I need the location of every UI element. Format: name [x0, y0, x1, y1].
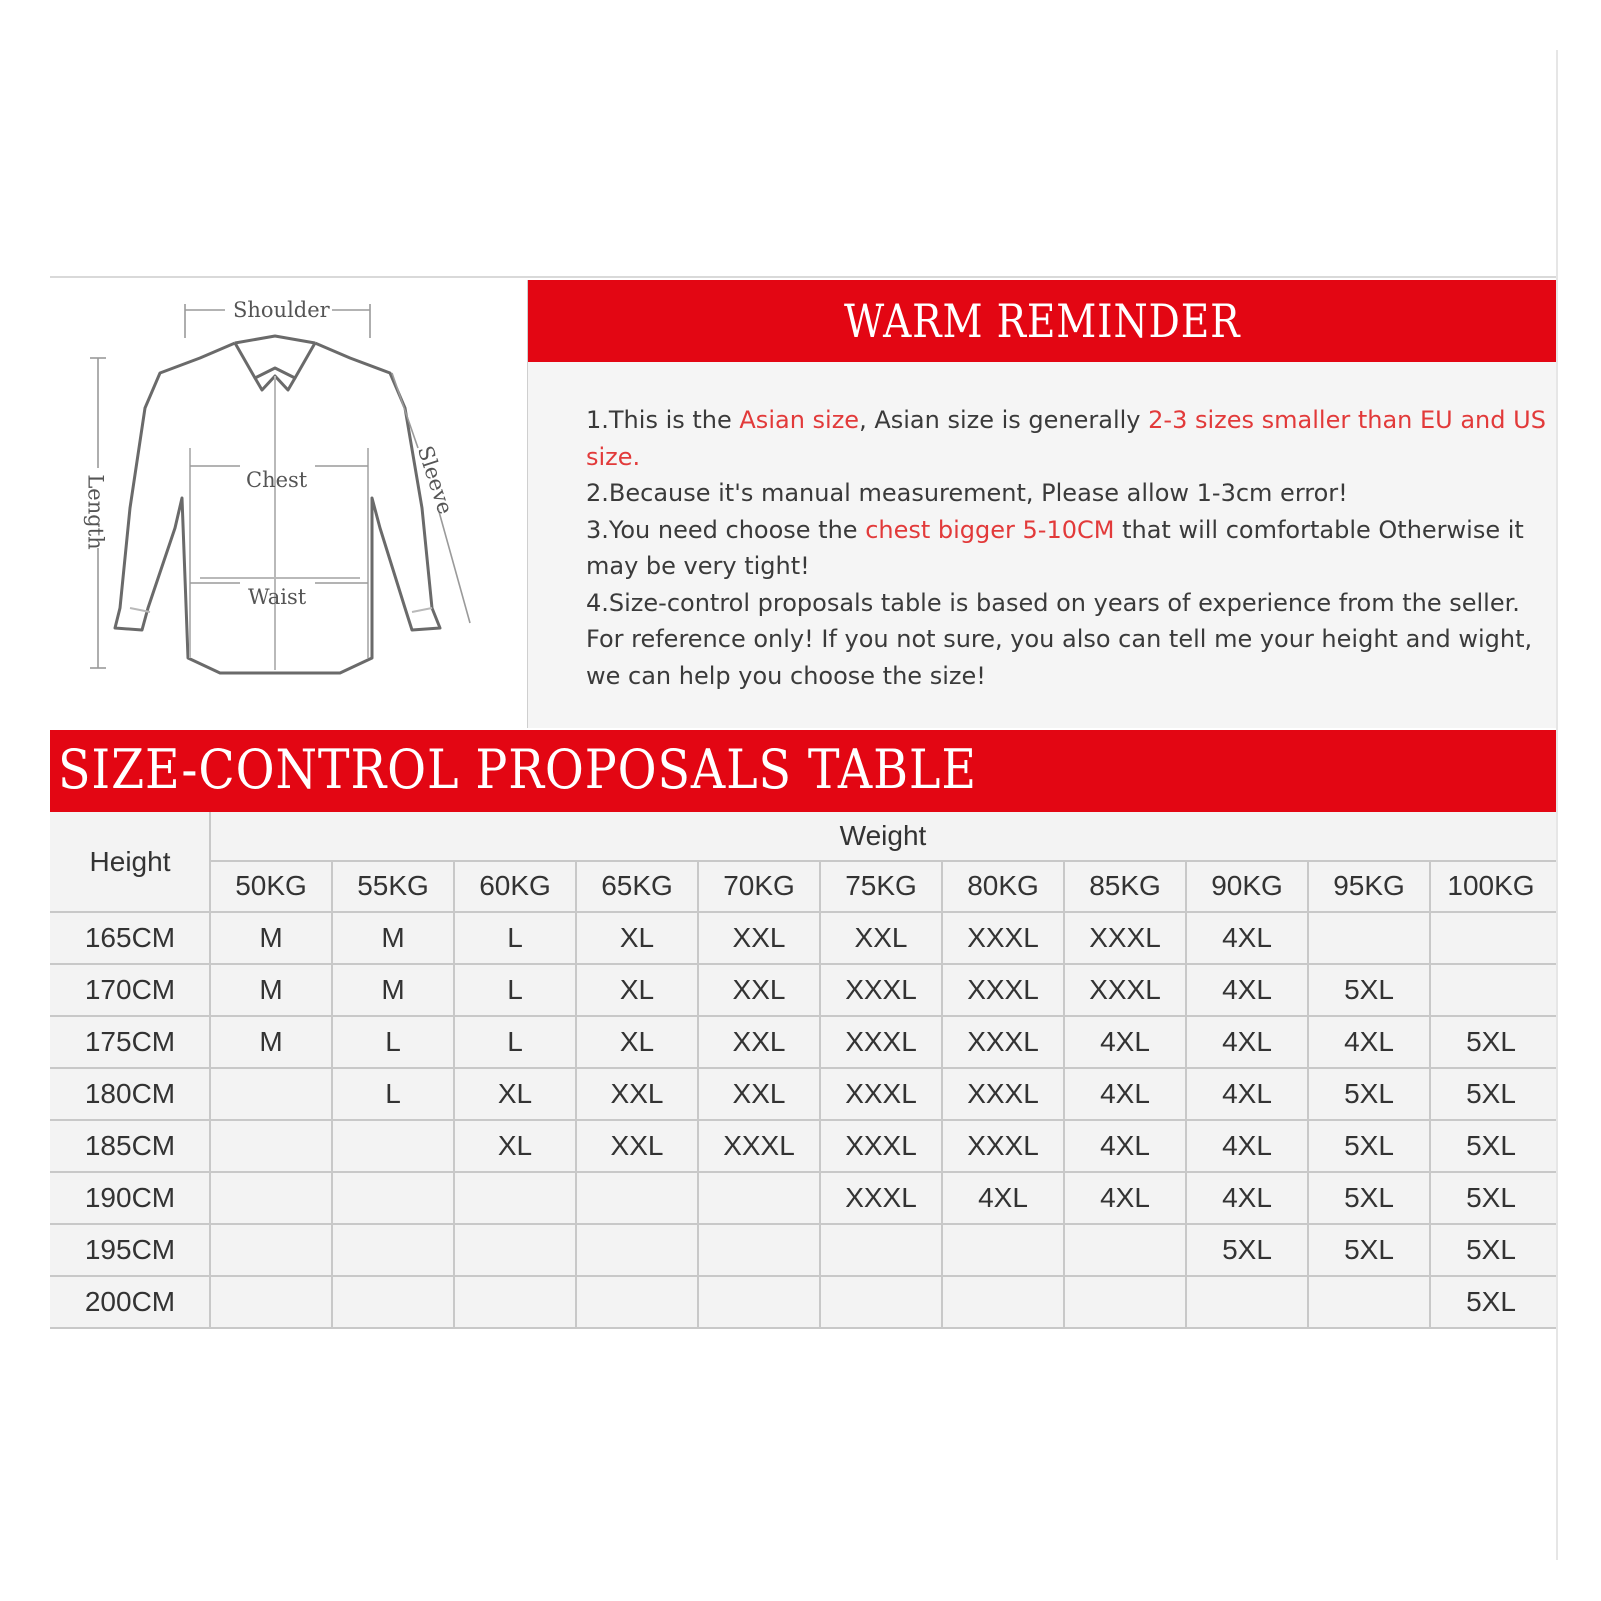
size-cell: XXXL: [967, 1078, 1039, 1109]
reminder-line-1-mid: , Asian size is generally: [859, 406, 1149, 434]
weight-column-header: 80KG: [967, 870, 1039, 901]
size-cell: 5XL: [1466, 1130, 1516, 1161]
size-cell: L: [385, 1026, 401, 1057]
size-cell: [1430, 964, 1552, 1016]
weight-column-header: 95KG: [1333, 870, 1405, 901]
size-cell: XXXL: [967, 1130, 1039, 1161]
size-cell: 5XL: [1466, 1234, 1516, 1265]
size-cell: XL: [497, 1078, 533, 1109]
size-cell: [1308, 912, 1430, 964]
size-cell: [1308, 1276, 1430, 1328]
size-cell: 4XL: [1344, 1026, 1394, 1057]
size-cell: [576, 1224, 698, 1276]
size-cell: 4XL: [1100, 1182, 1150, 1213]
size-cell: [454, 1172, 576, 1224]
size-cell: XXXL: [845, 974, 917, 1005]
size-cell: 5XL: [1344, 974, 1394, 1005]
reminder-line-3: [586, 512, 1546, 585]
size-cell: XXL: [610, 1078, 664, 1109]
grid-line: [1063, 860, 1065, 1328]
size-cell: L: [507, 1026, 523, 1057]
grid-line: [331, 860, 333, 1328]
size-cell: [820, 1276, 942, 1328]
size-cell: M: [259, 922, 283, 953]
size-cell: 5XL: [1344, 1130, 1394, 1161]
height-header: Height: [89, 846, 171, 877]
size-cell: [1064, 1224, 1186, 1276]
weight-column-header: 100KG: [1447, 870, 1535, 901]
size-cell: [210, 1120, 332, 1172]
height-row-label: 195CM: [84, 1234, 176, 1265]
weight-column-header: 70KG: [723, 870, 795, 901]
grid-line: [50, 911, 1556, 913]
size-cell: XXXL: [845, 1026, 917, 1057]
size-cell: 4XL: [1222, 1130, 1272, 1161]
size-cell: 4XL: [1222, 1078, 1272, 1109]
size-cell: [332, 1120, 454, 1172]
shirt-measurement-diagram: [50, 278, 528, 728]
size-cell: [698, 1276, 820, 1328]
size-cell: M: [381, 974, 405, 1005]
grid-line: [1185, 860, 1187, 1328]
chest-bigger-highlight: chest bigger 5-10CM: [865, 515, 1115, 544]
size-cell: [576, 1276, 698, 1328]
grid-line: [1307, 860, 1309, 1328]
size-cell: 5XL: [1466, 1182, 1516, 1213]
grid-line: [819, 860, 821, 1328]
size-cell: [210, 1068, 332, 1120]
size-cell: [698, 1224, 820, 1276]
size-cell: 4XL: [1222, 1026, 1272, 1057]
size-cell: L: [385, 1078, 401, 1109]
grid-line: [50, 1119, 1556, 1121]
size-cell: [1430, 912, 1552, 964]
chest-label: Chest: [246, 468, 308, 492]
height-row-label: 180CM: [84, 1078, 176, 1109]
height-row-label: 165CM: [84, 922, 176, 953]
weight-column-header: 60KG: [479, 870, 551, 901]
size-cell: [942, 1224, 1064, 1276]
reminder-line-2: 2.Because it's manual measurement, Please allow 1-3cm error!: [586, 479, 1348, 507]
size-smaller-highlight: 2-3 sizes smaller than EU and US size.: [586, 406, 1546, 471]
grid-line: [941, 860, 943, 1328]
asian-size-highlight: Asian size: [739, 406, 860, 434]
size-cell: [332, 1172, 454, 1224]
size-cell: 5XL: [1344, 1182, 1394, 1213]
weight-column-header: 85KG: [1089, 870, 1161, 901]
size-cell: [332, 1224, 454, 1276]
grid-line: [209, 812, 211, 1328]
size-cell: [454, 1224, 576, 1276]
size-cell: L: [507, 922, 523, 953]
reminder-line-4: 4.Size-control proposals table is based on years of experience from the seller. For reference only! If you not sure, you also can tell me your height and wight, we can help you choose the size!: [586, 588, 1533, 690]
size-cell: XXXL: [723, 1130, 795, 1161]
size-cell: XXXL: [967, 922, 1039, 953]
size-table-header: [50, 730, 1556, 812]
size-cell: 5XL: [1466, 1286, 1516, 1317]
size-cell: XL: [619, 974, 655, 1005]
size-cell: [698, 1172, 820, 1224]
shirt-illustration: [50, 278, 528, 728]
grid-line: [210, 860, 1556, 862]
size-table: [50, 812, 1556, 1328]
size-cell: XL: [619, 922, 655, 953]
size-cell: 5XL: [1344, 1234, 1394, 1265]
grid-line: [50, 1327, 1556, 1329]
grid-line: [453, 860, 455, 1328]
size-cell: 5XL: [1466, 1026, 1516, 1057]
waist-label: Waist: [248, 585, 307, 609]
size-cell: XXXL: [967, 974, 1039, 1005]
reminder-line-1: [586, 402, 1546, 475]
size-cell: [210, 1172, 332, 1224]
height-row-label: 185CM: [84, 1130, 176, 1161]
size-cell: 4XL: [1222, 1182, 1272, 1213]
size-cell: [576, 1172, 698, 1224]
height-row-label: 200CM: [84, 1286, 176, 1317]
grid-line: [1429, 860, 1431, 1328]
size-cell: XXXL: [1089, 922, 1161, 953]
size-cell: XXL: [854, 922, 908, 953]
size-cell: XL: [497, 1130, 533, 1161]
size-cell: XXL: [732, 922, 786, 953]
grid-line: [575, 860, 577, 1328]
size-cell: [820, 1224, 942, 1276]
frame-edge: [1556, 50, 1558, 1560]
size-cell: XXL: [732, 974, 786, 1005]
warm-reminder-title: WARM REMINDER: [843, 294, 1241, 348]
size-cell: XXL: [732, 1026, 786, 1057]
grid-line: [50, 1275, 1556, 1277]
height-row-label: 190CM: [84, 1182, 176, 1213]
weight-column-header: 50KG: [235, 870, 307, 901]
weight-column-header: 65KG: [601, 870, 673, 901]
size-cell: 4XL: [1222, 974, 1272, 1005]
warm-reminder-header: [528, 280, 1556, 362]
size-cell: [1186, 1276, 1308, 1328]
size-cell: [210, 1276, 332, 1328]
weight-header: Weight: [839, 820, 927, 851]
size-cell: 5XL: [1222, 1234, 1272, 1265]
grid-line: [50, 1015, 1556, 1017]
size-table-title: SIZE-CONTROL PROPOSALS TABLE: [58, 738, 977, 801]
grid-line: [50, 1067, 1556, 1069]
reminder-line-3-end: that will comfortable Otherwise it may be very tight!: [586, 515, 1524, 580]
sleeve-label: Sleeve: [412, 442, 458, 518]
size-cell: [332, 1276, 454, 1328]
size-cell: 4XL: [1100, 1026, 1150, 1057]
size-cell: 4XL: [978, 1182, 1028, 1213]
grid-line: [50, 963, 1556, 965]
height-row-label: 175CM: [84, 1026, 176, 1057]
size-cell: [210, 1224, 332, 1276]
size-cell: XL: [619, 1026, 655, 1057]
size-cell: XXXL: [845, 1078, 917, 1109]
length-label: Length: [83, 474, 108, 550]
size-cell: L: [507, 974, 523, 1005]
size-cell: XXL: [732, 1078, 786, 1109]
size-cell: XXXL: [1089, 974, 1161, 1005]
size-cell: XXXL: [845, 1182, 917, 1213]
size-cell: M: [259, 974, 283, 1005]
size-cell: XXL: [610, 1130, 664, 1161]
weight-column-header: 90KG: [1211, 870, 1283, 901]
reminder-line-1-start: 1.This is the: [586, 406, 740, 434]
size-cell: XXXL: [967, 1026, 1039, 1057]
size-cell: XXXL: [845, 1130, 917, 1161]
grid-line: [50, 1171, 1556, 1173]
weight-column-header: 55KG: [357, 870, 429, 901]
size-cell: M: [381, 922, 405, 953]
size-cell: 4XL: [1100, 1078, 1150, 1109]
size-cell: 5XL: [1344, 1078, 1394, 1109]
size-cell: 4XL: [1222, 922, 1272, 953]
size-cell: [1064, 1276, 1186, 1328]
size-cell: [942, 1276, 1064, 1328]
shoulder-label: Shoulder: [233, 298, 330, 322]
reminder-line-3-start: 3.You need choose the: [586, 515, 866, 544]
size-cell: 4XL: [1100, 1130, 1150, 1161]
size-cell: M: [259, 1026, 283, 1057]
warm-reminder-body: [528, 362, 1556, 728]
size-cell: [454, 1276, 576, 1328]
grid-line: [697, 860, 699, 1328]
height-row-label: 170CM: [84, 974, 176, 1005]
grid-line: [50, 1223, 1556, 1225]
reminder-text: [586, 402, 1546, 694]
weight-column-header: 75KG: [845, 870, 917, 901]
size-cell: 5XL: [1466, 1078, 1516, 1109]
